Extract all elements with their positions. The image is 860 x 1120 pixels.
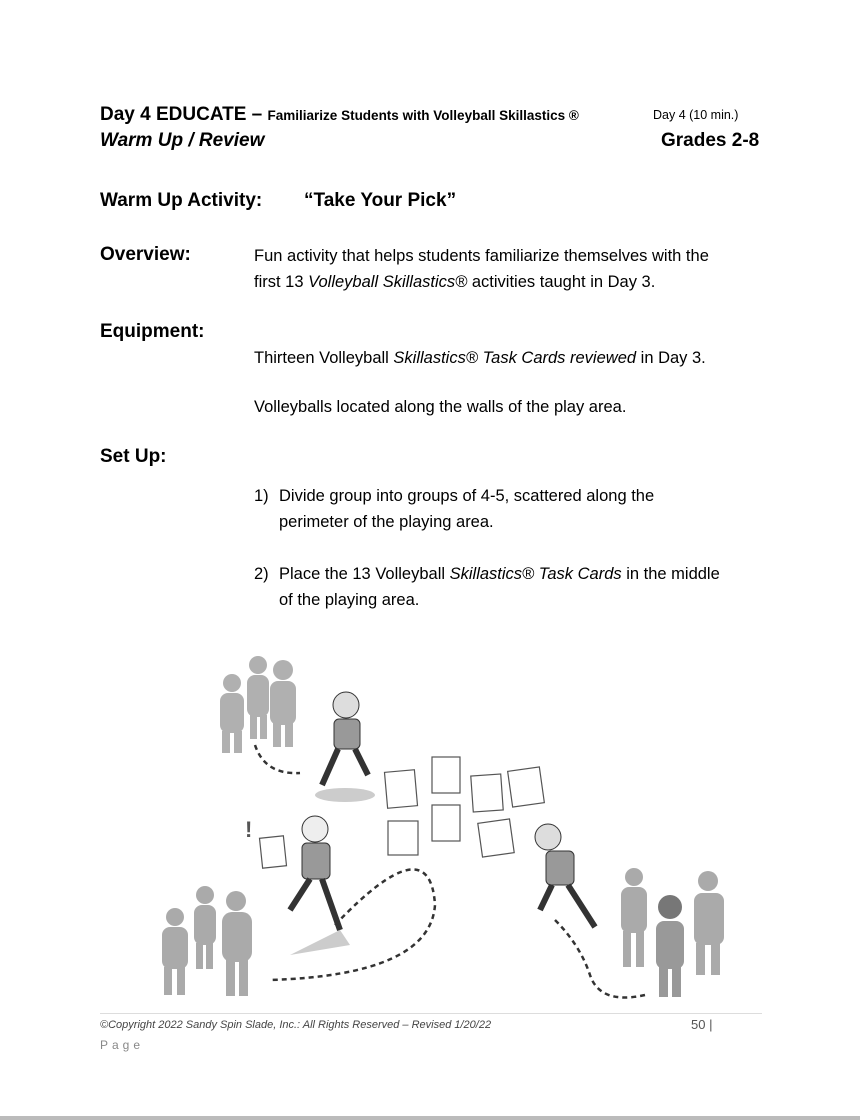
overview-line: Fun activity that helps students familiarize themselves with the [254,247,709,265]
title-main: Day 4 EDUCATE – [100,104,268,125]
student-group-bottom-left [162,886,252,996]
equipment-item: Volleyballs located along the walls of the play area. [254,398,627,416]
page-word: Page [100,1038,145,1052]
subtitle: Warm Up / Review [100,130,265,151]
setup-step: 1) Divide group into groups of 4-5, scattered along the perimeter of the playing area. [254,487,655,531]
overview-text [254,243,709,295]
student-group-top-left [220,656,296,753]
setup-label: Set Up: [100,446,167,467]
equipment-label: Equipment: [100,321,205,342]
grades: Grades 2-8 [661,130,760,151]
exclamation-icon: ! [245,817,253,842]
footer-rule [100,1013,762,1014]
duration: Day 4 (10 min.) [653,108,739,122]
warmup-label: Warm Up Activity: [100,190,263,211]
page-number: 50 | [691,1017,713,1032]
overview-label: Overview: [100,244,191,265]
title-sub: Familiarize Students with Volleyball Skillastics ® [267,108,579,123]
student-group-right [621,868,724,997]
activity-illustration [150,645,740,1010]
copyright: ©Copyright 2022 Sandy Spin Slade, Inc.: All Rights Reserved – Revised 1/20/22 [100,1019,492,1031]
overview-line: first 13 Volleyball Skillastics® activities taught in Day 3. [254,273,656,291]
page-edge [0,1116,860,1120]
warmup-name: “Take Your Pick” [304,190,457,211]
equipment-item: Thirteen Volleyball Skillastics® Task Cards reviewed in Day 3. [254,349,706,367]
page-title [100,104,579,126]
setup-step: 2) Place the 13 Volleyball Skillastics® Task Cards in the middle of the playing area. [254,565,720,609]
